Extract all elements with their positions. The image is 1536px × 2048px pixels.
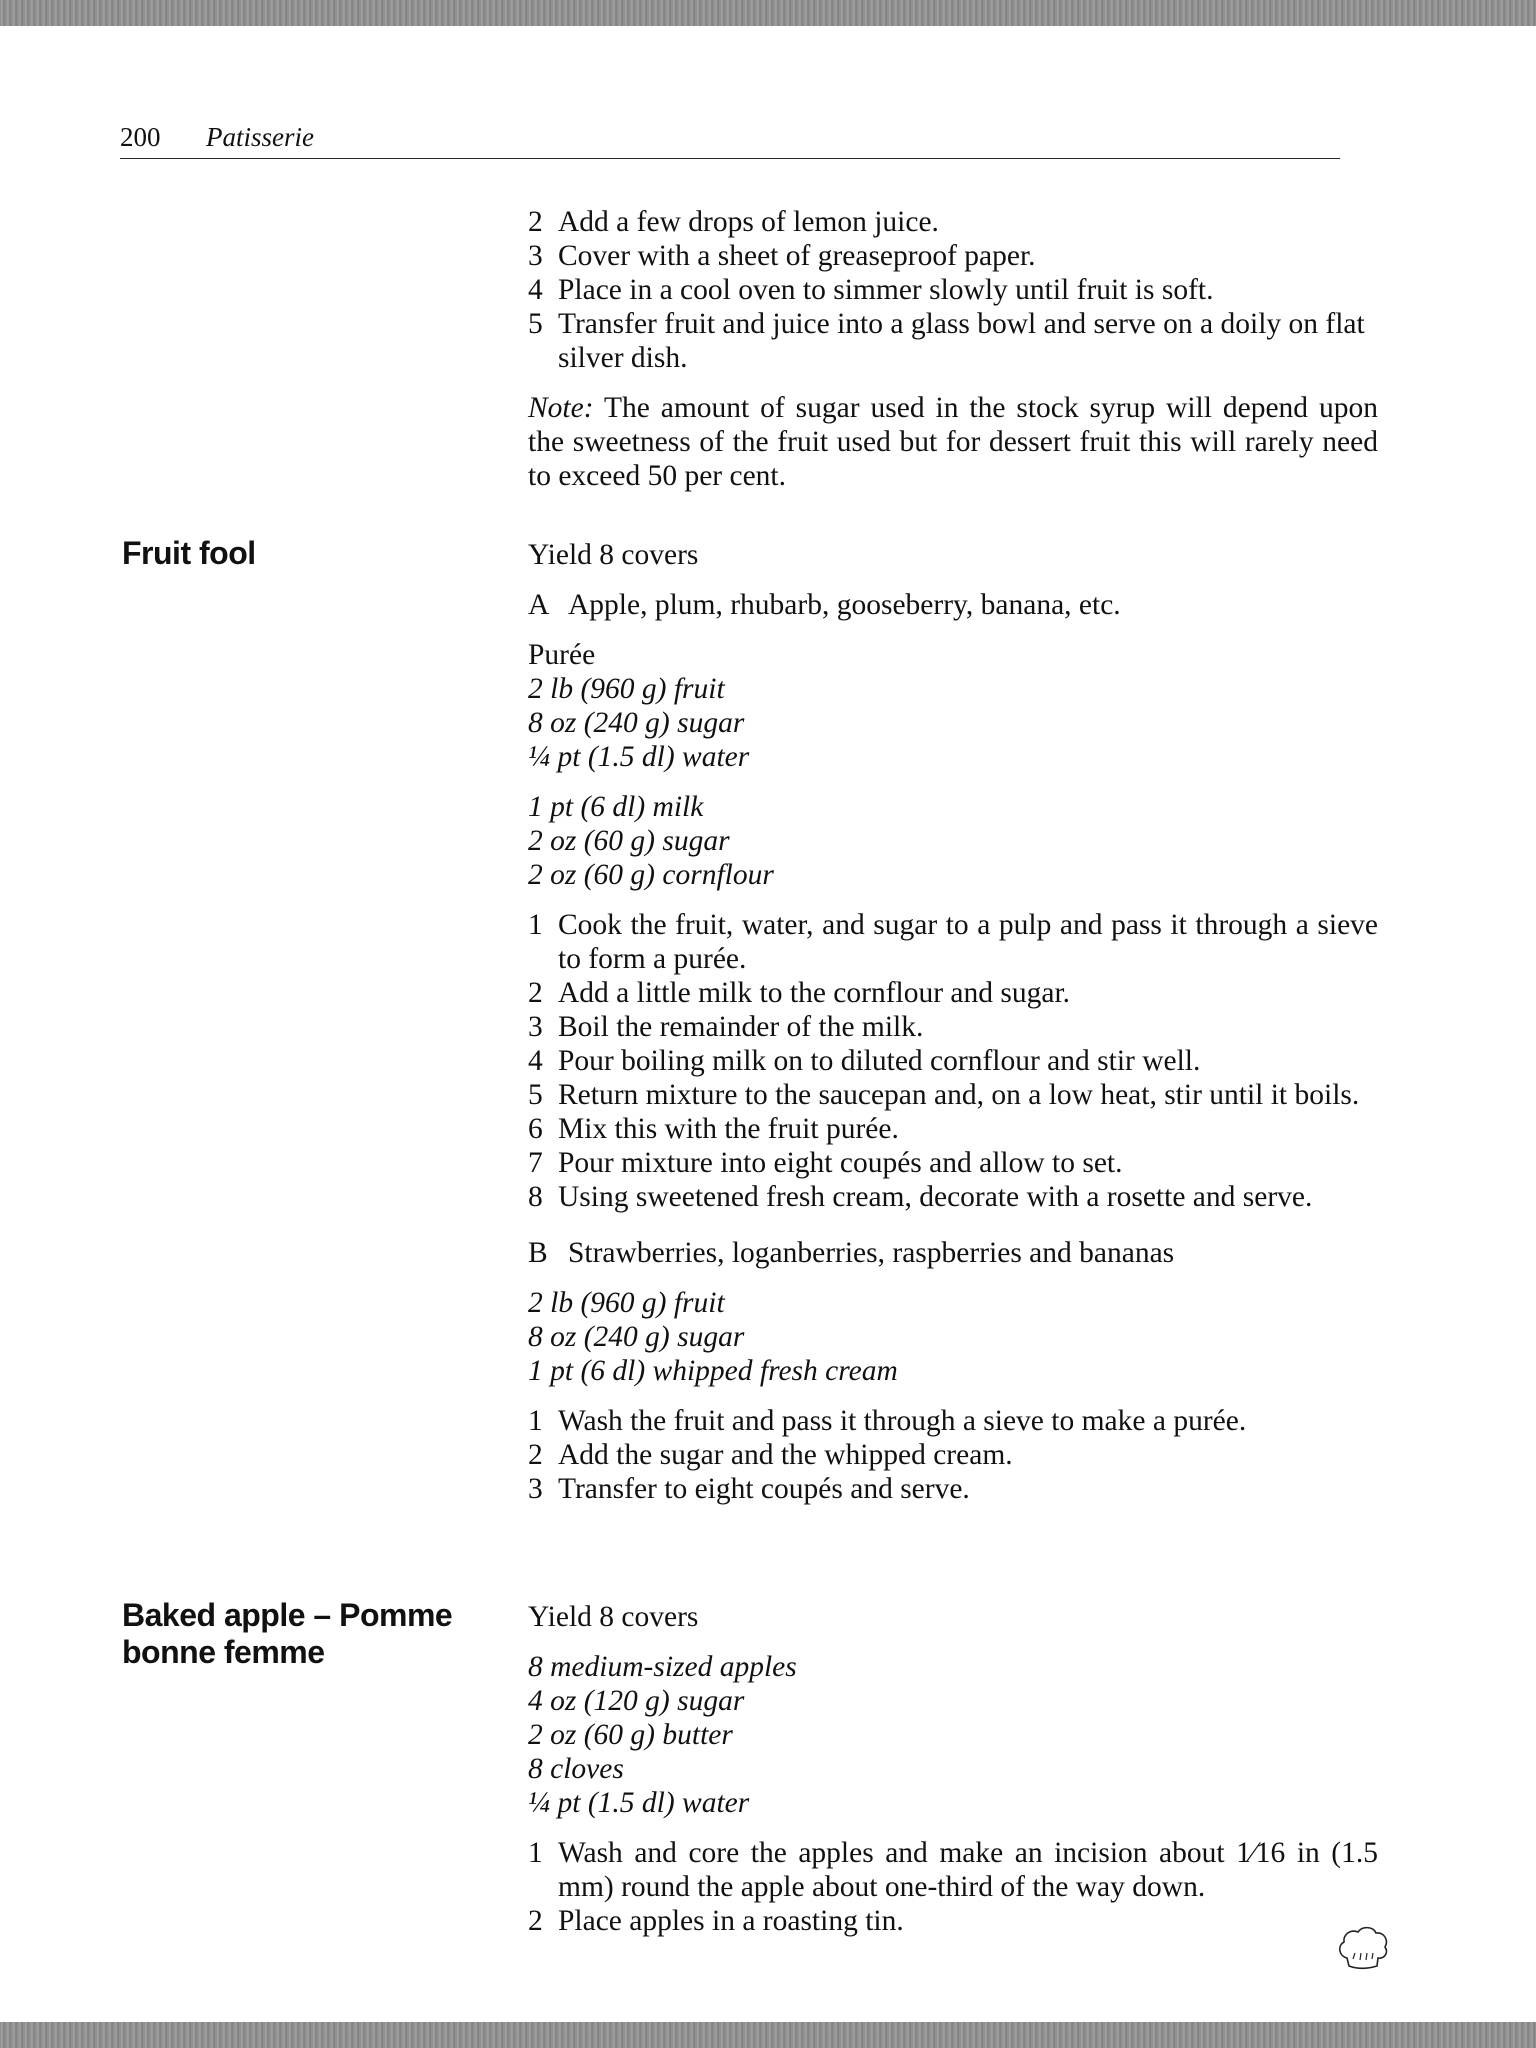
list-item: 4 Place in a cool oven to simmer slowly until fruit is soft. — [528, 274, 1214, 306]
list-item: 1 Cook the fruit, water, and sugar to a pulp and pass it through a sieve to form a purée. — [528, 909, 1378, 975]
chef-hat-icon — [1335, 1922, 1391, 1972]
list-item: 5 Return mixture to the saucepan and, on a low heat, stir until it boils. — [528, 1079, 1360, 1111]
list-item: 2 Add the sugar and the whipped cream. — [528, 1439, 1013, 1471]
list-item: 4 Pour boiling milk on to diluted cornflour and stir well. — [528, 1045, 1201, 1077]
variant-label: B — [528, 1237, 548, 1269]
list-item: 3 Cover with a sheet of greaseproof paper. — [528, 240, 1036, 272]
recipe-title-fruit-fool: Fruit fool — [122, 535, 256, 571]
list-item: 1 Wash the fruit and pass it through a sieve to make a purée. — [528, 1405, 1247, 1437]
list-item: 2 Add a few drops of lemon juice. — [528, 206, 939, 238]
variant-text: Strawberries, loganberries, raspberries and bananas — [568, 1237, 1175, 1269]
yield: Yield 8 covers — [528, 1601, 699, 1633]
baked-apple-ingredients — [528, 1650, 1378, 1820]
page-number: 200 — [120, 122, 161, 152]
b-ingredients — [528, 1286, 1378, 1388]
list-item: 3 Transfer to eight coupés and serve. — [528, 1473, 970, 1505]
list-item: 2 oz (60 g) sugar — [528, 825, 730, 857]
note-label: Note: — [528, 392, 594, 424]
recipe-title-line: bonne femme — [122, 1634, 325, 1670]
continued-recipe — [528, 205, 1378, 493]
note — [528, 391, 1378, 493]
list-item: 2 lb (960 g) fruit — [528, 1287, 725, 1319]
list-item: 2 lb (960 g) fruit — [528, 673, 725, 705]
list-item: ¼ pt (1.5 dl) water — [528, 741, 750, 773]
list-item: 1 Wash and core the apples and make an incision about 1⁄16 in (1.5 mm) round the apple about one-third of the way down. — [528, 1837, 1378, 1903]
list-item: 7 Pour mixture into eight coupés and allow to set. — [528, 1147, 1123, 1179]
header-rule — [120, 158, 1340, 159]
variant-b — [528, 1236, 1378, 1270]
list-item: 2 oz (60 g) cornflour — [528, 859, 774, 891]
puree-label: Purée — [528, 639, 596, 671]
list-item: 5 Transfer fruit and juice into a glass bowl and serve on a doily on flat silver dish. — [528, 308, 1365, 374]
baked-apple-steps — [528, 1836, 1378, 1938]
fruit-fool-b-steps — [528, 1404, 1378, 1506]
continued-steps — [528, 205, 1378, 375]
recipe-title-line: Baked apple – Pomme — [122, 1597, 453, 1633]
list-item: ¼ pt (1.5 dl) water — [528, 1787, 750, 1819]
list-item: 8 cloves — [528, 1753, 624, 1785]
scan-border-top — [0, 0, 1536, 26]
list-item: 4 oz (120 g) sugar — [528, 1685, 745, 1717]
list-item: 2 Place apples in a roasting tin. — [528, 1905, 904, 1937]
list-item: 8 Using sweetened fresh cream, decorate with a rosette and serve. — [528, 1181, 1313, 1213]
yield: Yield 8 covers — [528, 539, 699, 571]
milk-ingredients — [528, 790, 1378, 892]
page-header — [120, 122, 1340, 160]
list-item: 2 Add a little milk to the cornflour and sugar. — [528, 977, 1071, 1009]
fruit-fool-recipe — [528, 538, 1378, 1506]
list-item: 8 medium-sized apples — [528, 1651, 797, 1683]
running-title: Patisserie — [206, 122, 314, 152]
list-item: 8 oz (240 g) sugar — [528, 1321, 745, 1353]
scan-border-bottom — [0, 2022, 1536, 2048]
variant-text: Apple, plum, rhubarb, gooseberry, banana, etc. — [568, 589, 1121, 621]
list-item: 3 Boil the remainder of the milk. — [528, 1011, 924, 1043]
recipe-title-baked-apple — [122, 1597, 522, 1671]
list-item: 2 oz (60 g) butter — [528, 1719, 733, 1751]
list-item: 1 pt (6 dl) whipped fresh cream — [528, 1355, 898, 1387]
variant-label: A — [528, 589, 550, 621]
fruit-fool-a-steps — [528, 908, 1378, 1214]
variant-a — [528, 588, 1378, 622]
list-item: 8 oz (240 g) sugar — [528, 707, 745, 739]
list-item: 6 Mix this with the fruit purée. — [528, 1113, 899, 1145]
list-item: 1 pt (6 dl) milk — [528, 791, 704, 823]
baked-apple-recipe — [528, 1600, 1378, 1938]
note-text: The amount of sugar used in the stock syrup will depend upon the sweetness of the fruit used but for dessert fruit this will rarely need to exceed 50 per cent. — [528, 392, 1378, 492]
puree-ingredients — [528, 672, 1378, 774]
